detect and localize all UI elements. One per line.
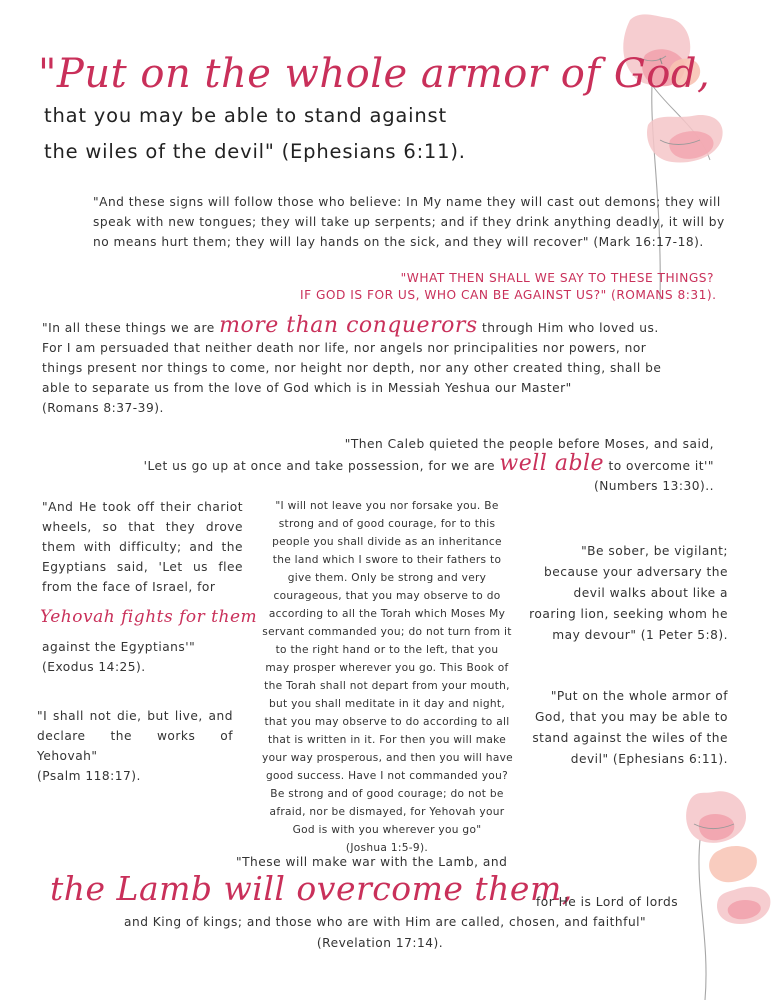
- romans-8-37-line-3: things present nor things to come, nor height nor depth, nor any other created thing, shall be: [42, 361, 662, 375]
- joshua-line: afraid, nor be dismayed, for Yehovah your: [269, 806, 505, 818]
- title-line-2: that you may be able to stand against: [44, 104, 447, 127]
- romans-8-31: [300, 270, 717, 304]
- joshua-line: to the right hand or to the left, that you: [275, 644, 499, 656]
- joshua-line: the land which I swore to their fathers to: [272, 554, 502, 566]
- romans-8-37-after: through Him who loved us.: [482, 321, 659, 335]
- joshua-line: courageous, that you may observe to do: [273, 590, 501, 602]
- more-than-conquerors-script: more than conquerors: [219, 313, 478, 338]
- joshua-line: good success. Have I not commanded you?: [265, 770, 509, 782]
- peter-line-1: "Be sober, be vigilant;: [581, 544, 728, 558]
- ephesians-line-3: stand against the wiles of the: [532, 731, 728, 745]
- exodus-after: against the Egyptians'": [42, 640, 196, 654]
- romans-8-37-first-line: [42, 313, 659, 338]
- numbers-after: to overcome it'": [608, 459, 714, 473]
- psalm-ref: (Psalm 118:17).: [37, 769, 141, 783]
- numbers-verse: [100, 434, 714, 496]
- well-able-script: well able: [499, 451, 605, 476]
- joshua-line: "I will not leave you nor forsake you. Be: [275, 500, 499, 512]
- flower-illustration-bottom: [610, 780, 773, 1000]
- joshua-line: but you shall meditate in it day and night,: [268, 698, 506, 710]
- joshua-line: your way prosperous, and then you will have: [262, 752, 513, 764]
- lamb-overcome-script: the Lamb will overcome them,: [50, 869, 573, 908]
- numbers-line-1: "Then Caleb quieted the people before Moses, and said,: [344, 437, 714, 451]
- title-line-3: the wiles of the devil" (Ephesians 6:11).: [44, 140, 466, 163]
- title-script: "Put on the whole armor of God,: [38, 51, 711, 97]
- ephesians-line-4: devil" (Ephesians 6:11).: [570, 752, 728, 766]
- joshua-line: servant commanded you; do not turn from it: [262, 626, 512, 638]
- psalm-text: "I shall not die, but live, and declare the works of Yehovah": [37, 709, 233, 763]
- mark-verse: [93, 192, 725, 252]
- mark-line-2: speak with new tongues; they will take up serpents; and if they drink anything deadly, it will by: [93, 215, 725, 229]
- exodus-verse: [40, 497, 258, 677]
- revelation-after: for He is Lord of lords: [536, 895, 679, 909]
- ephesians-verse: [518, 686, 728, 770]
- peter-verse: [518, 541, 728, 646]
- romans-8-37-line-4: able to separate us from the love of God which is in Messiah Yeshua our Master": [42, 381, 572, 395]
- ephesians-line-2: God, that you may be able to: [534, 710, 728, 724]
- romans-8-37-line-2: For I am persuaded that neither death nor life, nor angels nor principalities nor powers, nor: [42, 341, 647, 355]
- romans-8-37: [42, 313, 662, 418]
- romans-8-37-ref: (Romans 8:37-39).: [42, 401, 164, 415]
- joshua-verse: [262, 497, 512, 857]
- flower-illustration-top: [600, 0, 773, 300]
- peter-line-4: roaring lion, seeking whom he: [529, 607, 728, 621]
- joshua-line: may prosper wherever you go. This Book of: [265, 662, 509, 674]
- joshua-line: give them. Only be strong and very: [287, 572, 487, 584]
- joshua-line: that is written in it. For then you will make: [267, 734, 507, 746]
- joshua-line: that you may observe to do according to all: [264, 716, 510, 728]
- peter-line-5: may devour" (1 Peter 5:8).: [552, 628, 728, 642]
- joshua-line: the Torah shall not depart from your mouth,: [264, 680, 510, 692]
- romans-8-31-line-2: IF GOD IS FOR US, WHO CAN BE AGAINST US?" (ROMANS 8:31).: [300, 288, 717, 302]
- joshua-line: God is with you wherever you go": [292, 824, 482, 836]
- mark-line-1: "And these signs will follow those who believe: In My name they will cast out demons; they will: [93, 195, 721, 209]
- joshua-line: strong and of good courage, for to this: [278, 518, 496, 530]
- joshua-line: Be strong and of good courage; do not be: [270, 788, 504, 800]
- numbers-lead: 'Let us go up at once and take possession, for we are: [143, 459, 496, 473]
- revelation-ref: (Revelation 17:14).: [316, 936, 444, 950]
- psalm-verse: [37, 706, 233, 786]
- exodus-text: "And He took off their chariot wheels, so that they drove them with difficulty; and the Egyptians said, 'Let us flee from the face of Israel, for: [42, 500, 243, 594]
- romans-8-37-lead: "In all these things we are: [42, 321, 215, 335]
- ephesians-line-1: "Put on the whole armor of: [550, 689, 728, 703]
- peter-line-3: devil walks about like a: [573, 586, 728, 600]
- revelation-line-1: "These will make war with the Lamb, and: [236, 855, 508, 869]
- numbers-line-2: [100, 451, 714, 476]
- mark-line-3: no means hurt them; they will lay hands on the sick, and they will recover" (Mark 16:17-18).: [93, 235, 704, 249]
- numbers-ref: (Numbers 13:30)..: [593, 479, 714, 493]
- yehovah-fights-script: Yehovah fights for them: [40, 607, 258, 627]
- revelation-line-3: and King of kings; and those who are with Him are called, chosen, and faithful": [124, 915, 647, 929]
- joshua-line: people you shall divide as an inheritance: [272, 536, 502, 548]
- joshua-ref: (Joshua 1:5-9).: [345, 842, 429, 854]
- joshua-line: according to all the Torah which Moses My: [268, 608, 506, 620]
- peter-line-2: because your adversary the: [544, 565, 728, 579]
- romans-8-31-line-1: "WHAT THEN SHALL WE SAY TO THESE THINGS?: [400, 271, 714, 285]
- exodus-ref: (Exodus 14:25).: [42, 660, 146, 674]
